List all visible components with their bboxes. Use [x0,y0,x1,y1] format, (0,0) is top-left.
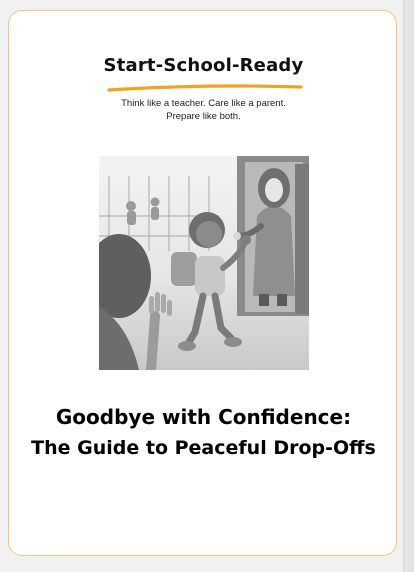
scrollbar-track[interactable] [403,0,414,572]
title-line-1: Goodbye with Confidence: [55,405,352,429]
brand-name: Start-School-Ready [103,55,304,76]
tagline-line-1: Think like a teacher. Care like a parent. [121,98,286,109]
cover-illustration [99,156,309,370]
cover-title [9,403,398,465]
tagline-line-2: Prepare like both. [166,111,241,122]
title-line-2: The Guide to Peaceful Drop-Offs [31,437,376,459]
brand-logo [9,55,398,76]
brand-underline-swoosh [105,81,305,95]
cover-card [8,10,397,556]
tagline [9,97,398,123]
